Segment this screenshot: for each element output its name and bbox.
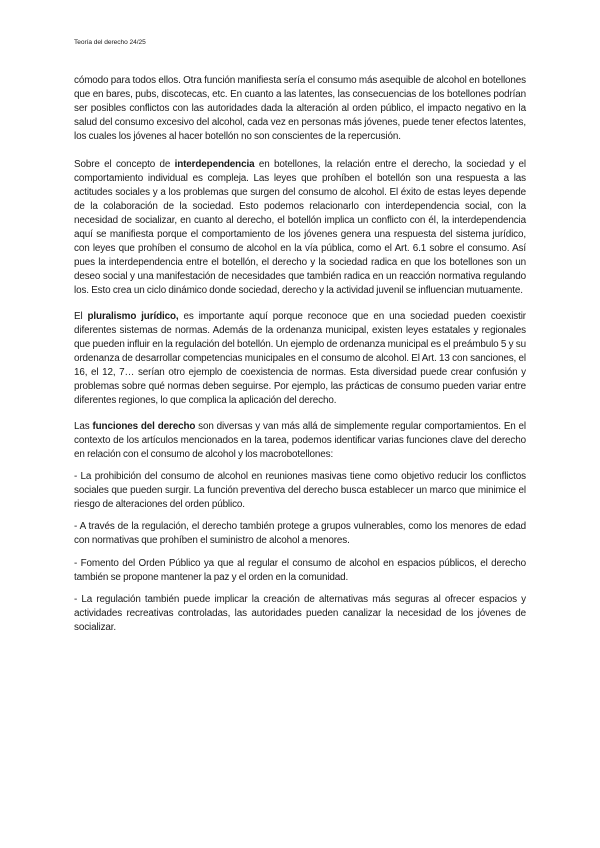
key-term-interdependencia: interdependencia (174, 159, 255, 170)
paragraph-funciones-latentes: cómodo para todos ellos. Otra función manifiesta sería el consumo más asequible de alcohol en botellones que en bares, pubs, discotecas, etc. En cuanto a las latentes, las consecuencias de los botellones podrían ser posibles conflictos con las autoridades dada la alteración al orden público, el impacto negativo en la salud del consumo excesivo del alcohol, cada vez en personas más jóvenes, puede tener efectos latentes, los cuales los jóvenes al hacer botellón no son conscientes de la repercusión. (74, 75, 526, 142)
key-term-pluralismo: pluralismo jurídico, (87, 311, 179, 322)
list-item-proteccion: - A través de la regulación, el derecho también protege a grupos vulnerables, como los menores de edad con normativas que prohíben el suministro de alcohol a menores. (74, 521, 526, 546)
paragraph-text: El (74, 311, 88, 322)
paragraph-funciones-derecho (74, 420, 526, 462)
paragraph-text: es importante aquí porque reconoce que en una sociedad pueden coexistir diferentes sistemas de normas. Además de la ordenanza municipal, existen leyes estatales y regionales que pueden influir en la regulación del botellón. Un ejemplo de ordenanza municipal es el preámbulo 5 y su ordenanza de desarrollar competencias municipales en el consumo de alcohol. El Art. 13 con sanciones, el 16, el 12, 7… serían otro ejemplo de coexistencia de normas. Esta diversidad puede crear confusión y problemas sobre qué normas deben seguirse. Por ejemplo, las prácticas de consumo pueden variar entre diferentes regiones, lo que complica la aplicación del derecho. (74, 311, 526, 406)
paragraph-interdependencia (74, 158, 526, 298)
list-item-prohibicion: - La prohibición del consumo de alcohol en reuniones masivas tiene como objetivo reducir los conflictos sociales que pueden surgir. La función preventiva del derecho busca establecer un marco que minimice el riesgo de alteraciones del orden público. (74, 471, 526, 510)
document-body (74, 74, 526, 635)
paragraph-pluralismo (74, 310, 526, 408)
key-term-funciones: funciones del derecho (92, 421, 196, 432)
list-item-alternativas: - La regulación también puede implicar la creación de alternativas más seguras al ofrecer espacios y actividades recreativas controladas, las autoridades pueden canalizar la necesidad de los jóvenes de socializar. (74, 594, 526, 633)
list-item-orden-publico: - Fomento del Orden Público ya que al regular el consumo de alcohol en espacios públicos, el derecho también se propone mantener la paz y el orden en la comunidad. (74, 558, 526, 583)
paragraph-text: son diversas y van más allá de simplemente regular comportamientos. En el contexto de los artículos mencionados en la tarea, podemos identificar varias funciones clave del derecho en relación con el consumo de alcohol y los macrobotellones: (74, 421, 526, 460)
paragraph-text: en botellones, la relación entre el derecho, la sociedad y el comportamiento individual es compleja. Las leyes que prohíben el botellón son una respuesta a las actitudes sociales y a los problemas que surgen del consumo de alcohol. El éxito de estas leyes depende de la colaboración de la sociedad. Esto podemos relacionarlo con interdependencia social, con la necesidad de socializar, en cuanto al derecho, el botellón implica un conflicto con él, la interdependencia aquí se manifiesta porque el comportamiento de los jóvenes genera una respuesta del sistema jurídico, con leyes que prohíben el consumo de alcohol en la vía pública, como el Art. 6.1 sobre el consumo. Así pues la interdependencia entre el botellón, el derecho y la sociedad radica en que los botellones son un deseo social y una manifestación de necesidades que también radica en un reacción normativa regulando los. Esto crea un ciclo dinámico donde sociedad, derecho y la actividad juvenil se influencian mutuamente. (74, 159, 526, 296)
paragraph-text: Sobre el concepto de (74, 159, 175, 170)
paragraph-text: Las (74, 421, 93, 432)
page-header: Teoría del derecho 24/25 (74, 39, 146, 46)
